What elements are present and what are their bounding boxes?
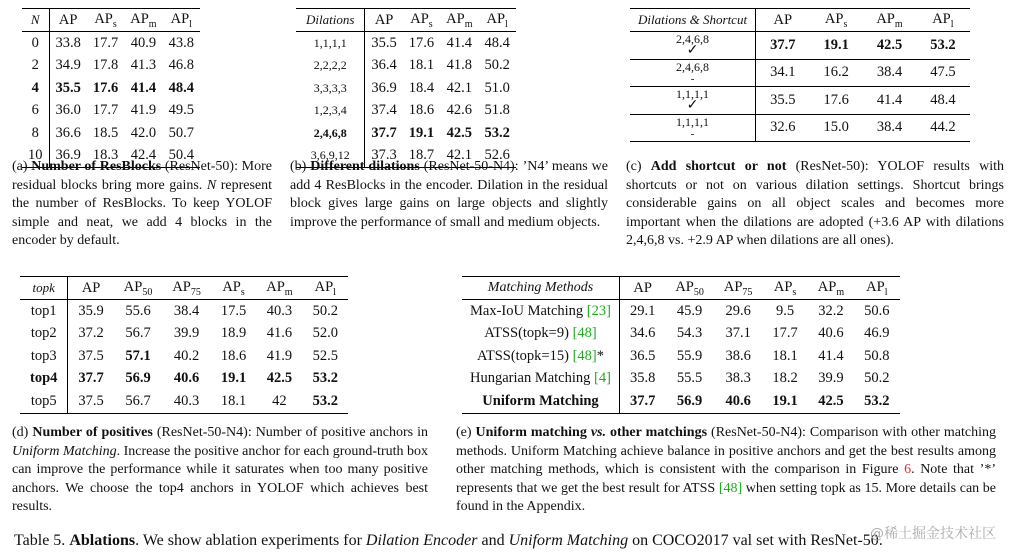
table-cell: 40.6 — [173, 370, 200, 387]
method-name: Hungarian Matching — [470, 370, 595, 387]
table-row — [296, 32, 516, 55]
table-cell: 45.9 — [676, 302, 703, 319]
table-c — [630, 8, 970, 142]
column-header: $AP_{75}$ — [172, 278, 201, 298]
column-header: $AP_s$ — [410, 10, 433, 30]
column-header: $AP_{75}$ — [723, 278, 753, 298]
table-cell: 36.4 — [371, 57, 397, 74]
column-header: $AP_{50}$ — [675, 278, 704, 298]
row-label: top3 — [20, 345, 68, 368]
table-row — [630, 32, 970, 60]
table-caption: Table 5. Ablations. We show ablation experiments for Dilation Encoder and Uniform Matching on COCO2017 val set with ResNet-50. — [14, 532, 883, 549]
table-cell: 29.1 — [629, 302, 656, 319]
table-cell: 17.7 — [772, 325, 798, 342]
table-cell: 53.2 — [312, 370, 338, 387]
table-cell: 40.6 — [818, 325, 844, 342]
table-row — [20, 300, 348, 323]
column-header: $AP_l$ — [314, 278, 336, 298]
table-cell: 17.7 — [92, 102, 119, 119]
table-cell: 38.4 — [173, 302, 200, 319]
table-cell: 42.1 — [446, 147, 472, 164]
method-name: ATSS(topk=9) — [484, 325, 573, 342]
table-cell: 50.4 — [168, 147, 194, 164]
table-cell: 40.3 — [173, 392, 200, 409]
citation-link[interactable]: [48] — [572, 325, 597, 342]
table-cell: 57.1 — [125, 347, 151, 364]
table-cell: 50.8 — [864, 347, 890, 364]
table-cell: 54.3 — [676, 325, 703, 342]
table-cell: 41.4 — [818, 347, 844, 364]
method-name: Max-IoU Matching — [470, 302, 587, 319]
table-cell: 53.2 — [312, 392, 338, 409]
matching-method — [462, 300, 619, 323]
table-cell: 38.4 — [876, 119, 903, 136]
column-header: AP — [58, 11, 78, 28]
column-header: $AP_l$ — [932, 10, 954, 30]
table-cell: 36.6 — [55, 124, 81, 141]
column-header: AP — [633, 279, 652, 296]
column-header-label: Dilations & Shortcut — [630, 9, 756, 32]
column-header: $AP_{50}$ — [123, 278, 153, 298]
row-label: 0 — [22, 32, 49, 55]
column-header: $AP_s$ — [222, 278, 245, 298]
column-header: $AP_m$ — [130, 10, 157, 30]
table-cell: 36.0 — [55, 102, 81, 119]
table-cell: 46.8 — [168, 57, 194, 74]
column-header: $AP_m$ — [876, 10, 903, 30]
matching-method — [462, 345, 619, 368]
caption-c: (c) Add shortcut or not (ResNet-50): YOLOF results with shortcuts or not on various dilation settings. Shortcut brings considerable gains on all object scales and becomes more important when the dilations are adopted (+3.6 AP with dilations 2,4,6,8 vs. +2.9 AP when dilations are all ones). — [626, 159, 1004, 248]
table-cell: 41.8 — [446, 57, 472, 74]
table-cell: 40.2 — [173, 347, 200, 364]
row-label: 2 — [22, 55, 49, 78]
table-cell: 55.6 — [125, 302, 151, 319]
table-cell: 35.8 — [629, 370, 656, 387]
row-label: 8 — [22, 122, 49, 145]
table-cell: 34.9 — [55, 57, 81, 74]
method-name: Uniform Matching — [482, 392, 599, 409]
row-label: top2 — [20, 323, 68, 346]
table-cell: 18.5 — [92, 124, 119, 141]
table-cell: 35.5 — [770, 91, 796, 108]
column-header: $AP_l$ — [170, 10, 192, 30]
table-cell: 56.7 — [125, 392, 151, 409]
table-cell: 32.2 — [818, 302, 844, 319]
table-cell: 17.5 — [220, 302, 247, 319]
row-label: 2,2,2,2 — [296, 55, 365, 78]
table-cell: 55.9 — [676, 347, 703, 364]
asterisk-mark: * — [596, 347, 604, 364]
table-cell: 42.5 — [818, 392, 844, 409]
check-icon: ✓ — [686, 43, 699, 59]
column-header: $AP_m$ — [266, 278, 293, 298]
table-a-panel — [22, 8, 200, 168]
table-cell: 41.4 — [876, 91, 903, 108]
table-cell: 42.5 — [446, 124, 472, 141]
table-cell: 42 — [272, 392, 287, 409]
dilation-shortcut-cell — [630, 87, 756, 115]
table-row — [20, 323, 348, 346]
table-cell: 19.1 — [823, 36, 849, 53]
table-row — [20, 368, 348, 391]
method-name: ATSS(topk=15) — [476, 347, 573, 364]
table-cell: 50.2 — [484, 57, 510, 74]
table-row — [462, 300, 900, 323]
table-row — [462, 368, 900, 391]
table-b-panel — [296, 8, 516, 168]
column-header: $AP_l$ — [486, 10, 508, 30]
table-cell: 42.1 — [446, 79, 472, 96]
table-row — [462, 390, 900, 413]
row-label: 1,1,1,1 — [296, 32, 365, 55]
dilation-value: 2,4,6,8 — [676, 59, 710, 74]
table-cell: 19.1 — [772, 392, 798, 409]
column-header: $AP_s$ — [773, 278, 797, 298]
table-cell: 39.9 — [818, 370, 844, 387]
dash-mark: - — [690, 127, 695, 140]
column-header: AP — [81, 279, 101, 296]
table-cell: 15.0 — [823, 119, 849, 136]
table-cell: 37.5 — [78, 347, 104, 364]
table-cell: 48.4 — [930, 91, 956, 108]
table-cell: 16.2 — [823, 64, 849, 81]
row-label: 3,3,3,3 — [296, 77, 365, 100]
table-a — [22, 8, 200, 168]
row-label: 10 — [22, 145, 49, 168]
row-label: 6 — [22, 100, 49, 123]
table-cell: 37.7 — [770, 36, 796, 53]
table-b — [296, 8, 516, 168]
table-cell: 40.9 — [130, 34, 157, 51]
matching-method — [462, 390, 619, 413]
dilation-shortcut-cell — [630, 59, 756, 87]
table-cell: 52.0 — [312, 325, 338, 342]
table-cell: 17.7 — [92, 34, 119, 51]
table-cell: 50.6 — [864, 302, 890, 319]
column-header: AP — [374, 11, 394, 28]
citation-link[interactable]: [4] — [594, 370, 611, 387]
table-cell: 53.2 — [864, 392, 890, 409]
table-cell: 37.5 — [78, 392, 104, 409]
column-header-label: Matching Methods — [462, 277, 619, 300]
table-cell: 17.8 — [92, 57, 119, 74]
table-cell: 56.9 — [676, 392, 703, 409]
column-header: AP — [773, 11, 793, 28]
table-cell: 56.9 — [125, 370, 151, 387]
table-cell: 34.6 — [629, 325, 656, 342]
dilation-value: 1,1,1,1 — [676, 114, 710, 129]
table-cell: 46.9 — [864, 325, 890, 342]
table-d — [20, 276, 348, 414]
table-cell: 44.2 — [930, 119, 956, 136]
dilation-value: 1,1,1,1 — [676, 87, 710, 102]
column-header-label: Dilations — [296, 9, 365, 32]
table-cell: 36.9 — [55, 147, 81, 164]
table-row — [20, 345, 348, 368]
table-cell: 35.9 — [78, 302, 104, 319]
table-cell: 50.2 — [312, 302, 338, 319]
column-header: $AP_l$ — [866, 278, 888, 298]
citation-link[interactable]: [23] — [586, 302, 611, 319]
table-row — [22, 32, 200, 55]
table-cell: 43.8 — [168, 34, 194, 51]
column-header-label: topk — [20, 277, 68, 300]
table-cell: 18.9 — [220, 325, 247, 342]
row-label: 2,4,6,8 — [296, 122, 365, 145]
table-cell: 37.3 — [371, 147, 397, 164]
table-row — [630, 87, 970, 115]
table-cell: 37.7 — [629, 392, 656, 409]
table-cell: 19.1 — [408, 124, 435, 141]
table-cell: 18.4 — [408, 79, 435, 96]
dash-mark: - — [690, 72, 695, 85]
table-cell: 51.0 — [484, 79, 510, 96]
table-cell: 36.5 — [629, 347, 656, 364]
table-cell: 35.5 — [55, 79, 81, 96]
row-label: 3,6,9,12 — [296, 145, 365, 168]
column-header: $AP_s$ — [824, 10, 848, 30]
column-header: $AP_m$ — [817, 278, 845, 298]
table-cell: 18.1 — [772, 347, 798, 364]
citation-link[interactable]: [48] — [572, 347, 597, 364]
table-cell: 37.4 — [371, 102, 397, 119]
table-cell: 36.9 — [371, 79, 397, 96]
table-cell: 42.5 — [876, 36, 903, 53]
table-cell: 18.7 — [408, 147, 435, 164]
table-cell: 29.6 — [725, 302, 751, 319]
table-row — [630, 114, 970, 142]
table-cell: 38.6 — [725, 347, 751, 364]
table-cell: 32.6 — [770, 119, 796, 136]
matching-method — [462, 323, 619, 346]
table-cell: 42.5 — [266, 370, 293, 387]
table-cell: 40.6 — [725, 392, 751, 409]
table-row — [462, 323, 900, 346]
table-row — [296, 77, 516, 100]
table-row — [462, 345, 900, 368]
dilation-shortcut-cell — [630, 114, 756, 142]
table-cell: 38.4 — [876, 64, 903, 81]
table-cell: 52.6 — [484, 147, 510, 164]
table-cell: 48.4 — [168, 79, 194, 96]
table-cell: 41.6 — [266, 325, 293, 342]
table-cell: 19.1 — [220, 370, 247, 387]
table-cell: 37.1 — [725, 325, 751, 342]
table-cell: 17.6 — [823, 91, 849, 108]
column-header: $AP_s$ — [94, 10, 117, 30]
row-label: top1 — [20, 300, 68, 323]
table-row — [20, 390, 348, 413]
table-cell: 34.1 — [770, 64, 796, 81]
table-cell: 55.5 — [676, 370, 703, 387]
row-label: 1,2,3,4 — [296, 100, 365, 123]
dilation-value: 2,4,6,8 — [676, 32, 710, 47]
caption-b: (b) Different dilations (ResNet-50-N4): ’N4’ means we add 4 ResBlocks in the encoder. Dilation in the residual block gives large gains on large objects and slightly improve the performance of small and medium objects. — [290, 159, 608, 230]
table-cell: 18.3 — [92, 147, 119, 164]
table-cell: 41.9 — [130, 102, 157, 119]
table-cell: 53.2 — [930, 36, 956, 53]
table-cell: 41.4 — [446, 34, 472, 51]
check-icon: ✓ — [686, 98, 699, 114]
table-cell: 41.9 — [266, 347, 293, 364]
table-e-panel — [462, 276, 900, 414]
table-cell: 18.6 — [408, 102, 435, 119]
table-cell: 39.9 — [173, 325, 200, 342]
table-row — [296, 100, 516, 123]
table-cell: 47.5 — [930, 64, 956, 81]
row-label: top5 — [20, 390, 68, 413]
table-row — [22, 122, 200, 145]
column-header-label: N — [22, 9, 49, 32]
table-c-panel — [630, 8, 970, 142]
table-row — [296, 55, 516, 78]
table-cell: 37.7 — [371, 124, 397, 141]
table-cell: 49.5 — [168, 102, 194, 119]
table-cell: 42.0 — [130, 124, 157, 141]
table-row — [296, 122, 516, 145]
caption-d: (d) Number of positives (ResNet-50-N4): Number of positive anchors in Uniform Matching. Increase the positive anchor for each ground-truth box can improve the performance while it saturates when too many positive anchors. We choose the top4 anchors in YOLOF which achieves best results. — [12, 425, 428, 514]
table-cell: 42.4 — [130, 147, 157, 164]
table-cell: 48.4 — [484, 34, 510, 51]
table-cell: 50.2 — [864, 370, 890, 387]
table-cell: 18.1 — [220, 392, 247, 409]
table-cell: 35.5 — [371, 34, 397, 51]
table-cell: 38.3 — [725, 370, 751, 387]
table-row — [22, 77, 200, 100]
table-cell: 9.5 — [776, 302, 795, 319]
table-cell: 17.6 — [408, 34, 435, 51]
table-cell: 53.2 — [484, 124, 510, 141]
table-cell: 52.5 — [312, 347, 338, 364]
table-cell: 42.6 — [446, 102, 472, 119]
table-cell: 41.4 — [130, 79, 157, 96]
caption-a: (a) Number of ResBlocks (ResNet-50): More residual blocks bring more gains. N represent the number of ResBlocks. To keep YOLOF simple and neat, we add 4 blocks in the encoder by default. — [12, 159, 272, 248]
table-row — [22, 100, 200, 123]
table-cell: 37.7 — [78, 370, 104, 387]
table-d-panel — [20, 276, 348, 414]
table-cell: 18.2 — [772, 370, 798, 387]
matching-method — [462, 368, 619, 391]
table-cell: 41.3 — [130, 57, 157, 74]
table-cell: 18.1 — [408, 57, 435, 74]
table-cell: 56.7 — [125, 325, 151, 342]
table-cell: 18.6 — [220, 347, 247, 364]
table-e — [462, 276, 900, 414]
table-cell: 37.2 — [78, 325, 104, 342]
dilation-shortcut-cell — [630, 32, 756, 60]
row-label: top4 — [20, 368, 68, 391]
table-row — [630, 59, 970, 87]
table-cell: 50.7 — [168, 124, 194, 141]
row-label: 4 — [22, 77, 49, 100]
table-cell: 17.6 — [92, 79, 119, 96]
table-cell: 51.8 — [484, 102, 510, 119]
table-cell: 33.8 — [55, 34, 81, 51]
table-cell: 40.3 — [266, 302, 293, 319]
caption-e: (e) Uniform matching vs. other matchings (ResNet-50-N4): Comparison with other matching methods. Uniform Matching achieve balance in positive anchors and get the best results among other matching methods, which is consistent with the comparison in Figure 6. Note that ’*’ represents that we get the best result for ATSS [48] when setting topk as 15. More details can be found in the Appendix. — [456, 425, 997, 514]
watermark: @稀土掘金技术社区 — [870, 526, 996, 542]
table-row — [22, 55, 200, 78]
column-header: $AP_m$ — [446, 10, 473, 30]
